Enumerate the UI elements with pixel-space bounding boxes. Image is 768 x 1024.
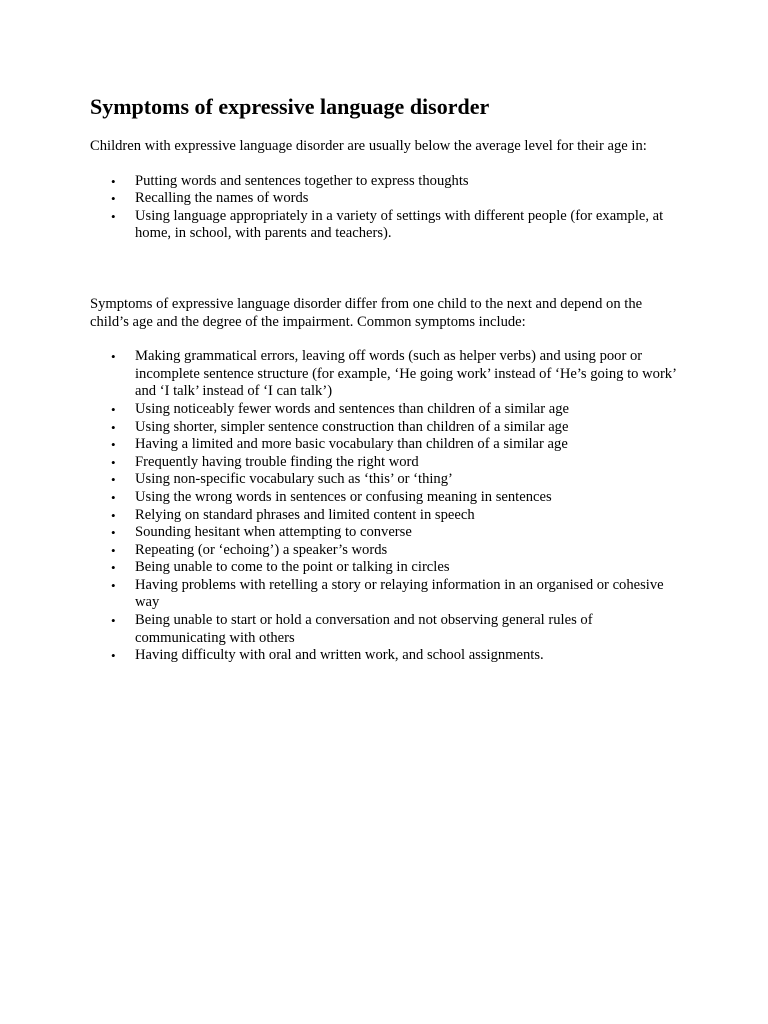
list-item: • Being unable to come to the point or talking in circles [135,559,680,577]
document-page [90,93,680,665]
list-item: • Using shorter, simpler sentence construction than children of a similar age [135,419,680,437]
page-title: Symptoms of expressive language disorder [90,94,490,119]
list-item: • Using noticeably fewer words and sentences than children of a similar age [135,401,680,419]
list-item: • Using language appropriately in a variety of settings with different people (for example, at home, in school, with parents and teachers). [135,208,680,243]
list-item: • Frequently having trouble finding the right word [135,454,680,472]
symptoms-list [90,348,680,665]
list-item: • Using the wrong words in sentences or confusing meaning in sentences [135,489,680,507]
list-item: • Making grammatical errors, leaving off words (such as helper verbs) and using poor or incomplete sentence structure (for example, ‘He going work’ instead of ‘He’s going to work’ and ‘I talk’ instead of ‘I can talk’) [135,348,680,401]
list-item: • Having difficulty with oral and written work, and school assignments. [135,647,680,665]
list-item: • Relying on standard phrases and limited content in speech [135,507,680,525]
difficulty-list [90,173,680,243]
list-item: • Putting words and sentences together to express thoughts [135,173,680,191]
list-item: • Recalling the names of words [135,190,680,208]
list-item: • Repeating (or ‘echoing’) a speaker’s words [135,542,680,560]
list-item: • Sounding hesitant when attempting to converse [135,524,680,542]
intro-paragraph: Children with expressive language disorder are usually below the average level for their age in: [90,138,647,154]
list-item: • Having a limited and more basic vocabulary than children of a similar age [135,436,680,454]
list-item: • Being unable to start or hold a conversation and not observing general rules of communicating with others [135,612,680,647]
symptoms-paragraph: Symptoms of expressive language disorder differ from one child to the next and depend on the child’s age and the degree of the impairment. Common symptoms include: [90,295,643,330]
list-item: • Having problems with retelling a story or relaying information in an organised or cohesive way [135,577,680,612]
list-item: • Using non-specific vocabulary such as ‘this’ or ‘thing’ [135,471,680,489]
